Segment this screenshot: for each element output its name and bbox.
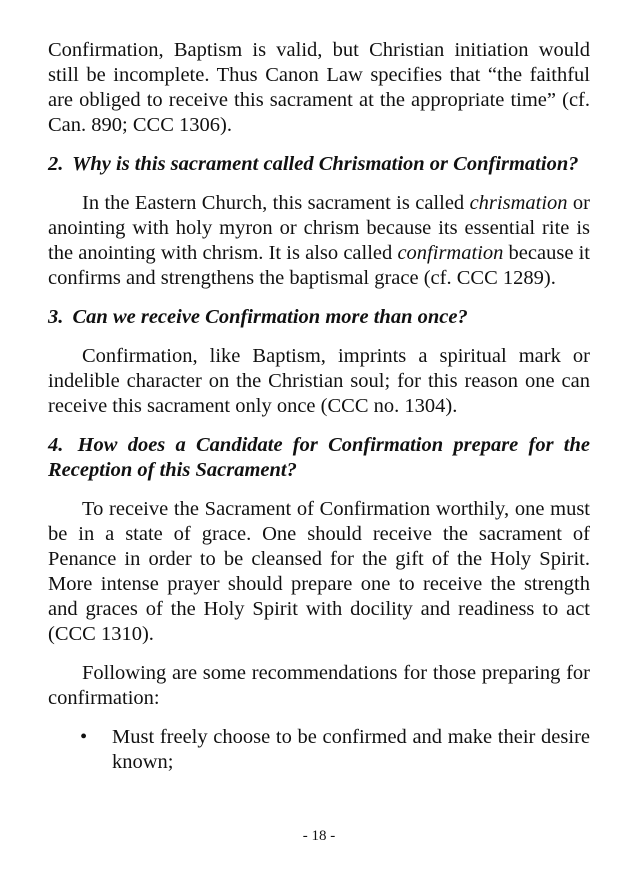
question-text: Can we receive Confirmation more than once? <box>72 306 468 328</box>
page-number: - 18 - <box>302 828 336 844</box>
continued-paragraph: Confirmation, Baptism is valid, but Christian initiation would still be incomplete. Thus Canon Law specifies that “the faithful are obliged to receive this sacrament at the appropriate time” (cf. Can. 890; CCC 1306). <box>48 39 590 136</box>
question-heading-3 <box>48 305 590 330</box>
question-number: 4. <box>48 434 64 456</box>
answer-paragraph-2 <box>48 191 590 291</box>
question-text: How does a Candidate for Confirmation prepare for the Reception of this Sacrament? <box>48 434 591 481</box>
question-heading-4 <box>48 433 590 483</box>
answer-text: In the Eastern Church, this sacrament is called <box>82 192 470 214</box>
answer-paragraph-4: To receive the Sacrament of Confirmation worthily, one must be in a state of grace. One should receive the sacrament of Penance in order to be cleansed for the gift of the Holy Spirit. More intense prayer should prepare one to receive the strength and graces of the Holy Spirit with docility and readiness to act (CCC 1310). <box>48 498 590 645</box>
answer-paragraph-3: Confirmation, like Baptism, imprints a spiritual mark or indelible character on the Christian soul; for this reason one can receive this sacrament only once (CCC no. 1304). <box>48 345 590 417</box>
question-number: 3. <box>48 306 64 328</box>
followup-paragraph: Following are some recommendations for those preparing for confirmation: <box>48 662 590 709</box>
emphasis-term: chrismation <box>469 192 568 214</box>
bullet-icon: • <box>80 726 88 748</box>
document-page <box>48 38 590 775</box>
list-item-text: Must freely choose to be confirmed and make their desire known; <box>112 726 590 773</box>
question-heading-2 <box>48 152 590 177</box>
answer-text: because it confirms and strengthens the baptismal grace (cf. CCC 1289). <box>48 242 590 289</box>
list-item <box>48 725 590 775</box>
question-number: 2. <box>48 153 64 175</box>
recommendation-list <box>48 725 590 775</box>
answer-text: or anointing with holy myron or chrism because its essential rite is the anointing with chrism. It is also called <box>48 192 591 264</box>
question-text: Why is this sacrament called Chrismation or Confirmation? <box>72 153 579 175</box>
emphasis-term: confirmation <box>397 242 504 264</box>
